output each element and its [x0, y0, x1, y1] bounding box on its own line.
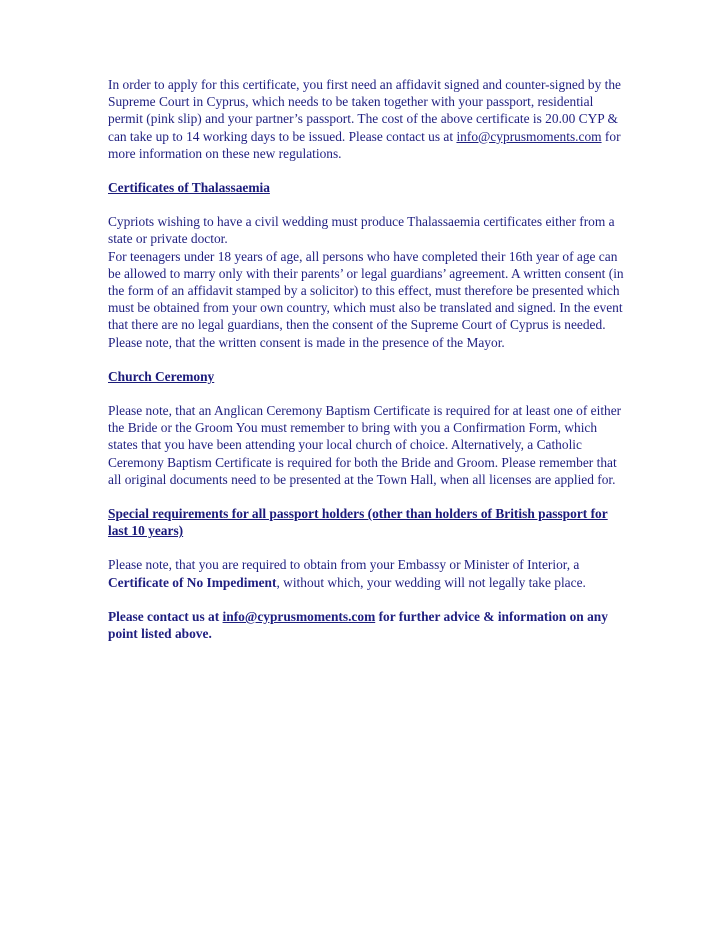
certificate-term: Certificate of No Impediment	[108, 574, 277, 590]
email-link-contact[interactable]: info@cyprusmoments.com	[222, 608, 376, 624]
spacer	[108, 196, 624, 213]
teenager-paragraph: For teenagers under 18 years of age, all persons who have completed their 16th year of age can be allowed to marry only with their parents’ or legal guardians’ agreement. A written consent (in the form of an affidavit stamped by a solicitor) to this effect, must therefore be presented which must be obtained from your own country, which must also be translated and signed. In the event that there are no legal guardians, then the consent of the Supreme Court of Cyprus is needed. Please note, that the written consent is made in the presence of the Mayor.	[108, 248, 624, 350]
intro-tail: for more information on these new regulations.	[108, 128, 621, 161]
document-page	[108, 76, 624, 642]
special-requirements-paragraph	[108, 556, 624, 590]
spacer	[108, 385, 624, 402]
spacer	[108, 162, 624, 179]
email-link-intro[interactable]: info@cyprusmoments.com	[456, 128, 602, 144]
church-paragraph: Please note, that an Anglican Ceremony Baptism Certificate is required for at least one of either the Bride or the Groom You must remember to bring with you a Confirmation Form, which states that you have been attending your local church of choice. Alternatively, a Catholic Ceremony Baptism Certificate is required for both the Bride and Groom. Please remember that all original documents need to be presented at the Town Hall, when all licenses are applied for.	[108, 403, 622, 487]
spacer	[108, 488, 624, 505]
intro-paragraph	[108, 76, 624, 162]
intro-text: In order to apply for this certificate, you first need an affidavit signed and counter-signed by the Supreme Court in Cyprus, which needs to be taken together with your passport, residential permit (pink slip) and your partner’s passport. The cost of the above certificate is 20.00 CYP & can take up to 14 working days to be issued. Please contact us at	[108, 77, 621, 144]
contact-paragraph	[108, 608, 624, 642]
spacer	[108, 591, 624, 608]
special-text-before: Please note, that you are required to obtain from your Embassy or Minister of Interior, a	[108, 557, 580, 573]
church-heading: Church Ceremony	[108, 368, 215, 384]
special-requirements-heading: Special requirements for all passport holders (other than holders of British passport for last 10 years)	[108, 506, 608, 539]
contact-before: Please contact us at	[108, 608, 223, 624]
thalassaemia-paragraph: Cypriots wishing to have a civil wedding must produce Thalassaemia certificates either from a state or private doctor.	[108, 214, 615, 247]
spacer	[108, 351, 624, 368]
thalassaemia-heading: Certificates of Thalassaemia	[108, 180, 270, 196]
contact-after: for further advice & information on any point listed above.	[108, 608, 608, 642]
spacer	[108, 539, 624, 556]
special-text-after: , without which, your wedding will not legally take place.	[276, 574, 586, 590]
